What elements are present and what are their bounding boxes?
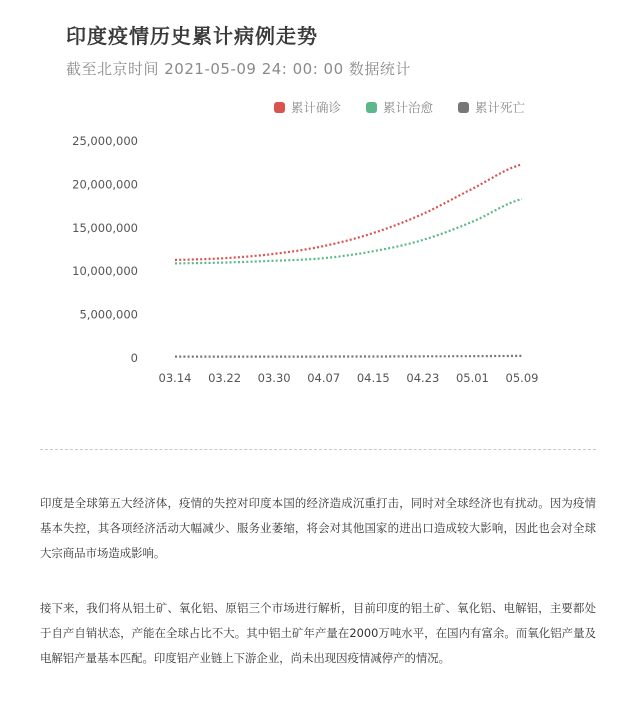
chart-title: 印度疫情历史累计病例走势 [66, 24, 318, 48]
series-line [175, 199, 522, 263]
x-tick-label: 03.14 [158, 371, 192, 385]
y-tick-label: 0 [130, 351, 138, 365]
y-tick-label: 10,000,000 [72, 264, 138, 279]
x-tick-label: 05.01 [455, 371, 489, 385]
y-tick-label: 25,000,000 [72, 134, 138, 148]
chart [0, 90, 636, 400]
x-tick-label: 04.23 [406, 371, 440, 385]
x-tick-label: 04.15 [356, 371, 390, 385]
legend-label: 累计死亡 [475, 100, 526, 115]
chart-subtitle: 截至北京时间 2021-05-09 24: 00: 00 数据统计 [66, 60, 411, 78]
article-paragraph: 接下来，我们将从铝土矿、氧化铝、原铝三个市场进行解析，目前印度的铝土矿、氧化铝、电解铝，主要都处于自产自销状态，产能在全球占比不大。其中铝土矿年产量在2000万吨水平，在国内有富余。而氧化铝产量及电解铝产量基本匹配。印度铝产业链上下游企业，尚未出现因疫情减停产的情况。 [40, 601, 596, 666]
x-tick-label: 04.07 [307, 371, 341, 385]
legend-label: 累计治愈 [383, 100, 434, 115]
legend-label: 累计确诊 [291, 100, 342, 115]
y-tick-label: 15,000,000 [72, 220, 138, 235]
series-line [175, 164, 522, 260]
x-tick-label: 05.09 [505, 371, 539, 385]
x-tick-label: 03.22 [208, 371, 242, 385]
article-paragraph: 印度是全球第五大经济体，疫情的失控对印度本国的经济造成沉重打击，同时对全球经济也有扰动。因为疫情基本失控，其各项经济活动大幅减少、服务业萎缩，将会对其他国家的进出口造成较大影响，因此也会对全球大宗商品市场造成影响。 [40, 496, 596, 561]
y-tick-label: 5,000,000 [79, 307, 138, 322]
divider [40, 449, 596, 450]
x-tick-label: 03.30 [257, 371, 291, 385]
legend-swatch [458, 102, 469, 113]
y-tick-label: 20,000,000 [72, 177, 138, 192]
series-line [175, 356, 522, 357]
legend-swatch [274, 102, 285, 113]
legend-swatch [366, 102, 377, 113]
